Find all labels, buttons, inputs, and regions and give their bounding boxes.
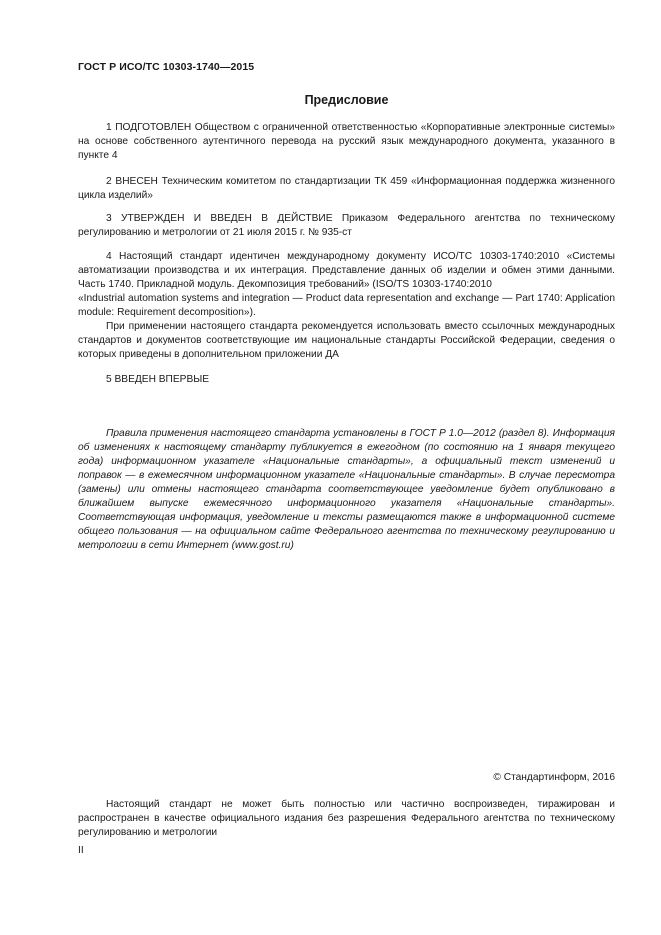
item-5-text: 5 ВВЕДЕН ВПЕРВЫЕ (106, 374, 210, 385)
item-3-text: 3 УТВЕРЖДЕН И ВВЕДЕН В ДЕЙСТВИЕ Приказом Федерального агентства по техническому регулированию и метрологии от 21 июля 2015 г. № 935-ст (78, 213, 615, 238)
item-1-text: 1 ПОДГОТОВЛЕН Обществом с ограниченной ответственностью «Корпоративные электронные системы» на основе собственного аутентичного перевода на русский язык международного документа, указанного в пункте 4 (78, 122, 615, 161)
page-title: Предисловие (304, 93, 389, 107)
document-code-header: ГОСТ Р ИСО/ТС 10303-1740—2015 (78, 61, 255, 73)
item-2-text: 2 ВНЕСЕН Техническим комитетом по стандартизации ТК 459 «Информационная поддержка жизненного цикла изделий» (78, 176, 615, 201)
item-4-application-note: При применении настоящего стандарта рекомендуется использовать вместо ссылочных международных стандартов и документов соответствующие им национальные стандарты Российской Федерации, сведения о которых приведены в дополнительном приложении ДА (78, 321, 615, 360)
reproduction-notice: Настоящий стандарт не может быть полностью или частично воспроизведен, тиражирован и распространен в качестве официального издания без разрешения Федерального агентства по техническому регулированию и метрологии (78, 799, 615, 838)
item-4-text: 4 Настоящий стандарт идентичен международному документу ИСО/ТС 10303-1740:2010 «Системы автоматизации производства и их интеграция. Представление данных об изделии и обмен этими данными. Часть 1740. Прикладной модуль. Декомпозиция требований» (ISO/TS 10303-1740:2010 (78, 251, 615, 290)
application-rules-notice: Правила применения настоящего стандарта установлены в ГОСТ Р 1.0—2012 (раздел 8). Информация об изменениях к настоящему стандарту публикуется в ежегодном (по состоянию на 1 января текущего года) информационном указателе «Национальные стандарты», а официальный текст изменений и поправок — в ежемесячном информационном указателе «Национальные стандарты». В случае пересмотра (замены) или отмены настоящего стандарта соответствующее уведомление будет опубликовано в ближайшем выпуске ежемесячного информационного указателя «Национальные стандарты». Соответствующая информация, уведомление и тексты размещаются также в информационной системе общего пользования — на официальном сайте Федерального агентства по техническому регулированию и метрологии в сети Интернет (www.gost.ru) (78, 428, 615, 551)
item-4-english-title: «Industrial automation systems and integration — Product data representation and exchange — Part 1740: Application module: Requirement decomposition»). (78, 293, 615, 318)
item-2-introduced (78, 175, 615, 203)
item-4-identical (78, 250, 615, 362)
page-number: II (78, 845, 84, 856)
item-1-prepared (78, 121, 615, 163)
item-5-first-introduced (78, 373, 615, 387)
copyright-line: © Стандартинформ, 2016 (493, 772, 615, 783)
item-3-approved (78, 212, 615, 240)
